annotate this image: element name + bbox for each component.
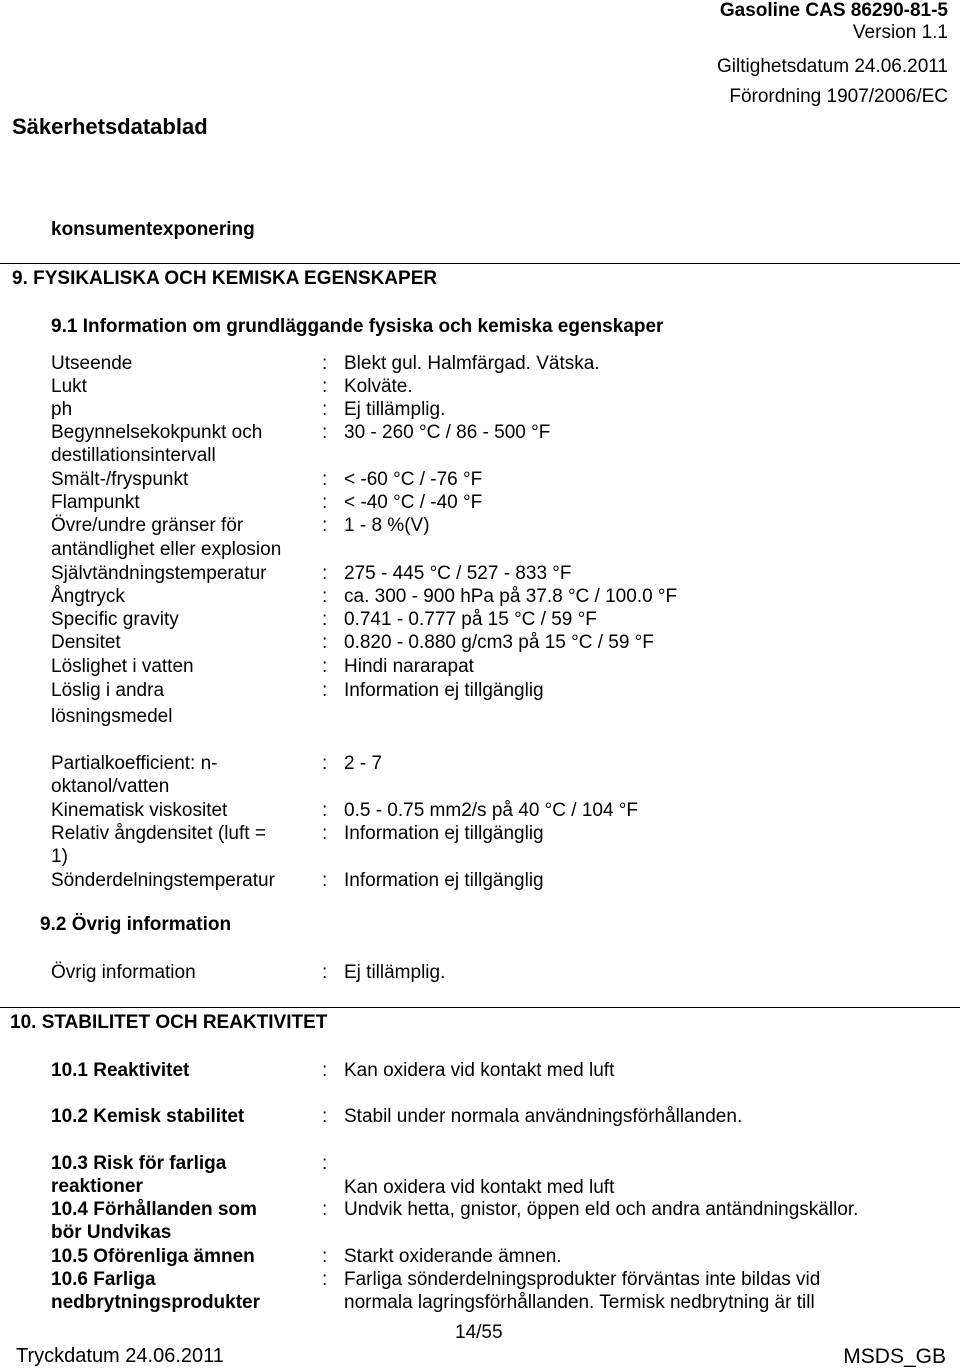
property-label: Relativ ångdensitet (luft =	[51, 823, 266, 844]
property-value: 2 - 7	[344, 753, 383, 774]
stability-label: 10.4 Förhållanden som	[51, 1199, 257, 1220]
section-10-title: 10. STABILITET OCH REAKTIVITET	[10, 1012, 328, 1033]
property-label: Flampunkt	[51, 492, 140, 513]
valid-date: Giltighetsdatum 24.06.2011	[717, 56, 948, 77]
property-value: 275 - 445 °C / 527 - 833 °F	[344, 563, 572, 584]
property-label: Densitet	[51, 632, 121, 653]
stability-value: Starkt oxiderande ämnen.	[344, 1246, 562, 1267]
colon: :	[322, 399, 328, 420]
property-label-cont: 1)	[51, 846, 68, 867]
colon: :	[322, 1246, 328, 1267]
stability-value: Undvik hetta, gnistor, öppen eld och andra antändningskällor.	[344, 1199, 859, 1220]
colon: :	[322, 962, 328, 983]
stability-label: 10.1 Reaktivitet	[51, 1060, 190, 1081]
colon: :	[322, 609, 328, 630]
property-value: < -40 °C / -40 °F	[344, 492, 483, 513]
section-divider	[0, 1007, 960, 1008]
colon: :	[322, 563, 328, 584]
product-name: Gasoline CAS 86290-81-5	[719, 0, 948, 21]
version-label: Version 1.1	[852, 22, 948, 43]
property-value: Information ej tillgänglig	[344, 870, 544, 891]
colon: :	[322, 515, 328, 536]
stability-label-cont: reaktioner	[51, 1176, 143, 1197]
colon: :	[322, 1269, 328, 1290]
colon: :	[322, 753, 328, 774]
property-label: Självtändningstemperatur	[51, 563, 267, 584]
colon: :	[322, 680, 328, 701]
property-value: 0.741 - 0.777 på 15 °C / 59 °F	[344, 609, 597, 630]
document-title: Säkerhetsdatablad	[12, 114, 208, 139]
property-label-cont: oktanol/vatten	[51, 776, 170, 797]
print-date: Tryckdatum 24.06.2011	[16, 1345, 224, 1367]
property-value: 30 - 260 °C / 86 - 500 °F	[344, 422, 551, 443]
property-value: ca. 300 - 900 hPa på 37.8 °C / 100.0 °F	[344, 586, 678, 607]
property-label: Smält-/fryspunkt	[51, 469, 189, 490]
property-label: Partialkoefficient: n-	[51, 753, 218, 774]
colon: :	[322, 656, 328, 677]
property-label-cont: lösningsmedel	[51, 706, 173, 727]
property-value: Ej tillämplig.	[344, 399, 446, 420]
stability-value: Kan oxidera vid kontakt med luft	[344, 1060, 615, 1081]
colon: :	[322, 492, 328, 513]
colon: :	[322, 422, 328, 443]
colon: :	[322, 870, 328, 891]
property-value: 0.5 - 0.75 mm2/s på 40 °C / 104 °F	[344, 800, 638, 821]
colon: :	[322, 800, 328, 821]
property-label: Sönderdelningstemperatur	[51, 870, 275, 891]
property-value: 0.820 - 0.880 g/cm3 på 15 °C / 59 °F	[344, 632, 654, 653]
other-info-label: Övrig information	[51, 962, 196, 983]
property-label: Ångtryck	[51, 586, 125, 607]
property-value: Blekt gul. Halmfärgad. Vätska.	[344, 353, 600, 374]
property-label: Kinematisk viskositet	[51, 800, 228, 821]
property-label: Specific gravity	[51, 609, 179, 630]
stability-value: Farliga sönderdelningsprodukter förväntas inte bildas vid	[344, 1269, 821, 1290]
colon: :	[322, 469, 328, 490]
section-9-title: 9. FYSIKALISKA OCH KEMISKA EGENSKAPER	[12, 268, 438, 289]
colon: :	[322, 823, 328, 844]
colon: :	[322, 1106, 328, 1127]
stability-value: Kan oxidera vid kontakt med luft	[344, 1177, 615, 1198]
property-label: Löslig i andra	[51, 680, 165, 701]
stability-value: Stabil under normala användningsförhållanden.	[344, 1106, 743, 1127]
property-label: ph	[51, 399, 73, 420]
stability-label-cont: bör Undvikas	[51, 1222, 172, 1243]
property-label: Löslighet i vatten	[51, 656, 194, 677]
regulation: Förordning 1907/2006/EC	[729, 86, 948, 107]
stability-value-cont: normala lagringsförhållanden. Termisk nedbrytning är till	[344, 1292, 815, 1313]
subheading: konsumentexponering	[51, 219, 255, 240]
stability-label-cont: nedbrytningsprodukter	[51, 1292, 261, 1313]
property-label: Begynnelsekokpunkt och	[51, 422, 263, 443]
property-label-cont: destillationsintervall	[51, 445, 216, 466]
stability-label: 10.5 Oförenliga ämnen	[51, 1246, 255, 1267]
section-9-2-title: 9.2 Övrig information	[40, 914, 232, 935]
stability-label: 10.2 Kemisk stabilitet	[51, 1106, 245, 1127]
property-value: Information ej tillgänglig	[344, 680, 544, 701]
property-label: Övre/undre gränser för	[51, 515, 244, 536]
property-label: Utseende	[51, 353, 133, 374]
colon: :	[322, 1060, 328, 1081]
document-code: MSDS_GB	[843, 1345, 946, 1368]
property-label-cont: antändlighet eller explosion	[51, 539, 282, 560]
property-value: Kolväte.	[344, 376, 413, 397]
section-divider	[0, 263, 960, 264]
colon: :	[322, 586, 328, 607]
colon: :	[322, 1153, 328, 1174]
property-value: Information ej tillgänglig	[344, 823, 544, 844]
colon: :	[322, 376, 328, 397]
colon: :	[322, 353, 328, 374]
property-value: Hindi nararapat	[344, 656, 474, 677]
stability-label: 10.3 Risk för farliga	[51, 1153, 227, 1174]
property-value: 1 - 8 %(V)	[344, 515, 430, 536]
property-value: < -60 °C / -76 °F	[344, 469, 483, 490]
page-number: 14/55	[455, 1322, 503, 1343]
colon: :	[322, 632, 328, 653]
colon: :	[322, 1199, 328, 1220]
section-9-1-title: 9.1 Information om grundläggande fysiska och kemiska egenskaper	[51, 316, 664, 337]
property-label: Lukt	[51, 376, 87, 397]
stability-label: 10.6 Farliga	[51, 1269, 156, 1290]
other-info-value: Ej tillämplig.	[344, 962, 446, 983]
